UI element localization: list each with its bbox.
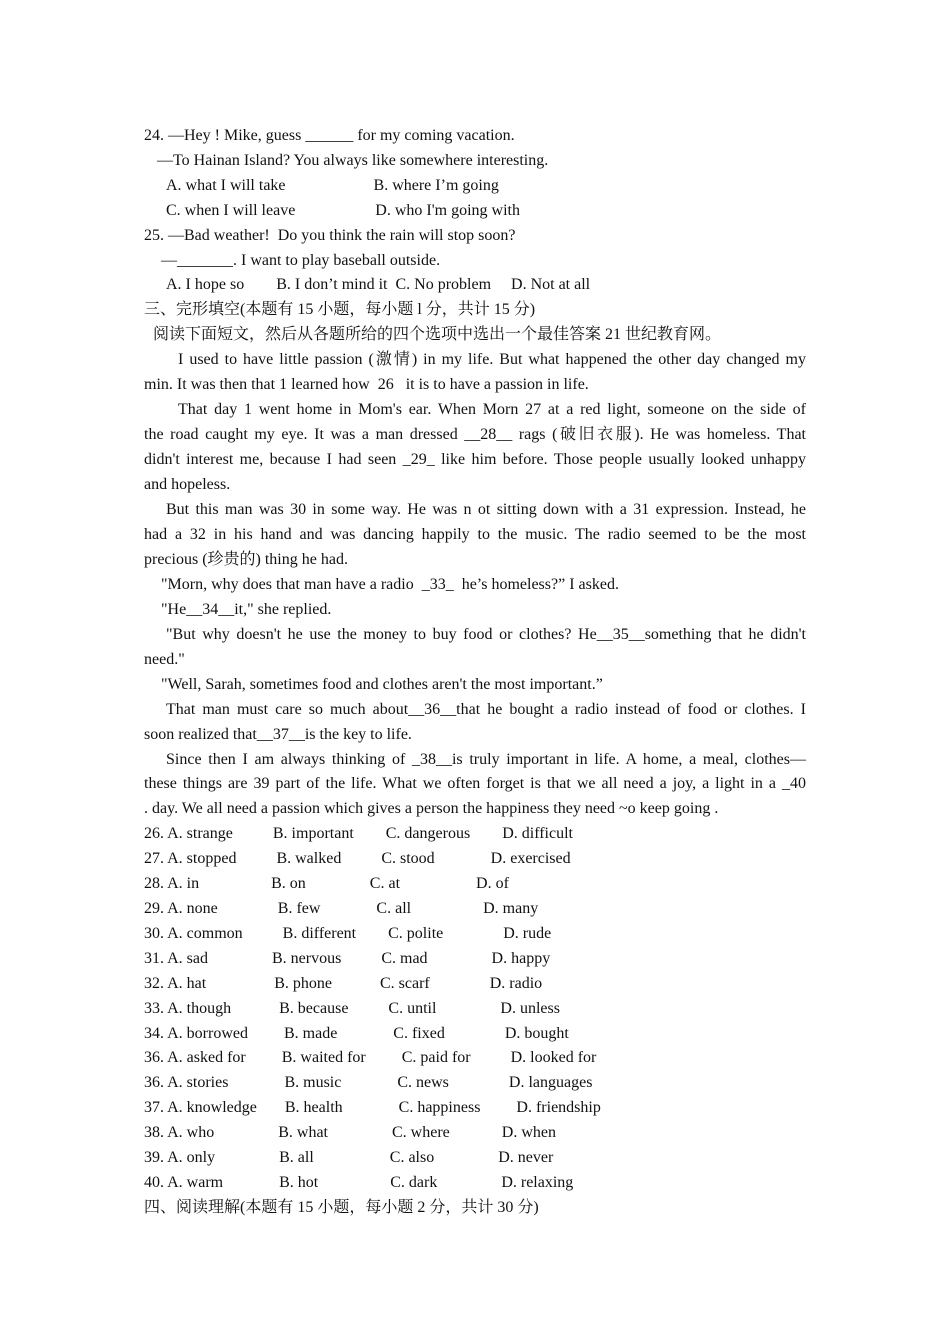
question-25-reply: —_______. I want to play baseball outside. [161,252,441,269]
passage-line: precious (珍贵的) thing he had. [144,551,348,568]
option-row: 40. A. warm B. hot C. dark D. relaxing [144,1174,574,1191]
passage-line: "He__34__it," she replied. [161,601,332,618]
option-row: 38. A. who B. what C. where D. when [144,1124,556,1141]
passage-line: these things are 39 part of the life. What we often forget is that we all need a joy, a light in a _40 [144,775,806,792]
passage-line: "But why doesn't he use the money to buy food or clothes? He__35__something that he didn't [166,626,806,643]
passage-line: soon realized that__37__is the key to life. [144,726,412,743]
question-24-stem: 24. —Hey ! Mike, guess ______ for my coming vacation. [144,127,515,144]
passage-line: the road caught my eye. It was a man dressed __28__ rags (破旧衣服). He was homeless. That [144,426,806,443]
passage-line: That day 1 went home in Mom's ear. When Morn 27 at a red light, someone on the side of [178,401,806,418]
passage-line: "Well, Sarah, sometimes food and clothes aren't the most important.” [161,676,603,693]
passage-line: need." [144,651,185,668]
option-row: 30. A. common B. different C. polite D. rude [144,925,552,942]
passage-line: Since then I am always thinking of _38__is truly important in life. A home, a meal, clothes— [166,751,806,768]
option-row: 31. A. sad B. nervous C. mad D. happy [144,950,551,967]
section-3-instruction: 阅读下面短文，然后从各题所给的四个选项中选出一个最佳答案 21 世纪教育网。 [153,326,722,343]
option-row: 33. A. though B. because C. until D. unless [144,1000,560,1017]
option-row: 28. A. in B. on C. at D. of [144,875,509,892]
question-24-options-ab: A. what I will take B. where I’m going [166,177,499,194]
passage-line: That man must care so much about__36__that he bought a radio instead of food or clothes. I [166,701,806,718]
section-3-heading: 三、完形填空(本题有 15 小题，每小题 l 分，共计 15 分) [144,301,536,318]
option-row: 39. A. only B. all C. also D. never [144,1149,554,1166]
passage-line: had a 32 in his hand and was dancing happily to the music. The radio seemed to be the most [144,526,806,543]
option-row: 34. A. borrowed B. made C. fixed D. bought [144,1025,569,1042]
option-row: 37. A. knowledge B. health C. happiness D. friendship [144,1099,601,1116]
option-row: 29. A. none B. few C. all D. many [144,900,539,917]
passage-line: . day. We all need a passion which gives a person the happiness they need ~o keep going . [144,800,719,817]
question-25-options: A. I hope so B. I don’t mind it C. No problem D. Not at all [166,276,591,293]
option-row: 36. A. asked for B. waited for C. paid for D. looked for [144,1049,597,1066]
question-24-reply: —To Hainan Island? You always like somewhere interesting. [157,152,549,169]
passage-line: But this man was 30 in some way. He was n ot sitting down with a 31 expression. Instead, he [166,501,806,518]
option-row: 27. A. stopped B. walked C. stood D. exercised [144,850,571,867]
question-24-options-cd: C. when I will leave D. who I'm going with [166,202,520,219]
question-25-stem: 25. —Bad weather! Do you think the rain will stop soon? [144,227,516,244]
option-row: 36. A. stories B. music C. news D. languages [144,1074,593,1091]
option-row: 32. A. hat B. phone C. scarf D. radio [144,975,543,992]
passage-line: I used to have little passion (激情) in my life. But what happened the other day changed my [178,351,806,368]
option-row: 26. A. strange B. important C. dangerous D. difficult [144,825,573,842]
passage-line: and hopeless. [144,476,231,493]
passage-line: "Morn, why does that man have a radio _33_ he’s homeless?” I asked. [161,576,619,593]
section-4-heading: 四、阅读理解(本题有 15 小题，每小题 2 分，共计 30 分) [144,1199,539,1216]
passage-line: didn't interest me, because I had seen _29_ like him before. Those people usually looked unhappy [144,451,806,468]
passage-line: min. It was then that 1 learned how 26 it is to have a passion in life. [144,376,589,393]
